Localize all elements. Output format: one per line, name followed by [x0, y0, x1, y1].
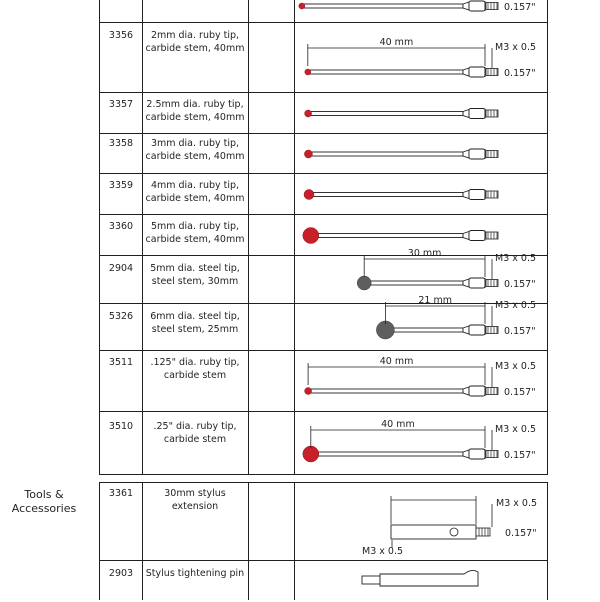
stylus-collar [469, 1, 485, 11]
shank-diameter-label: 0.157" [504, 68, 536, 79]
thread-label: M3 x 0.5 [495, 300, 537, 311]
internal-thread-label: M3 x 0.5 [362, 546, 404, 557]
stylus-taper [463, 232, 469, 240]
stylus-stem [385, 328, 463, 332]
stylus-drawing [296, 560, 546, 602]
part-description: 6mm dia. steel tip, steel stem, 25mm [150, 311, 240, 335]
part-description: 2mm dia. ruby tip, carbide stem, 40mm [145, 30, 245, 54]
ruby-ball-tip [304, 150, 312, 158]
length-label: 40 mm [381, 419, 415, 430]
part-description: 4mm dia. ruby tip, carbide stem, 40mm [145, 180, 245, 204]
stylus-drawing [296, 295, 546, 350]
stylus-drawing [296, 22, 546, 92]
ruby-ball-tip [305, 388, 312, 395]
column-divider [248, 482, 249, 600]
stylus-taper [463, 2, 469, 10]
part-description: 5mm dia. steel tip, steel stem, 30mm [150, 263, 240, 287]
category-tools-accessories: Tools & Accessories [11, 488, 77, 515]
ruby-ball-tip [304, 190, 314, 200]
stylus-collar [469, 278, 485, 288]
ruby-ball-tip [303, 446, 319, 462]
stylus-stem [308, 70, 463, 74]
stylus-taper [463, 150, 469, 158]
shank-diameter-label: 0.157" [504, 2, 536, 13]
part-number: 3356 [108, 30, 134, 41]
thread-section [486, 191, 498, 198]
stylus-collar [469, 190, 485, 200]
extension-drawing [391, 496, 492, 548]
shank-diameter-label: 0.157" [504, 326, 536, 337]
column-divider [294, 482, 295, 600]
length-label: 30 mm [407, 248, 442, 259]
ruby-ball-tip [299, 3, 305, 9]
part-description: 2.5mm dia. ruby tip, carbide stem, 40mm [145, 99, 245, 123]
shank-diameter-label: 0.157" [504, 450, 536, 461]
stylus-stem [302, 4, 463, 8]
shank-diameter-label: 0.157" [505, 528, 537, 539]
part-number: 2903 [108, 568, 134, 579]
part-number: 3510 [108, 421, 134, 432]
thread-section [486, 327, 498, 334]
stylus-stem [309, 193, 463, 197]
thread-section [486, 110, 498, 117]
length-label: 40 mm [379, 356, 414, 367]
stylus-collar [469, 325, 485, 335]
part-number: 3360 [108, 221, 134, 232]
stylus-taper [463, 68, 469, 76]
thread-section [486, 232, 498, 239]
stylus-drawing [296, 482, 546, 560]
thread-section [486, 3, 498, 10]
part-number: 2904 [108, 263, 134, 274]
stylus-taper [463, 387, 469, 395]
stylus-stem [308, 112, 463, 116]
thread-section [486, 151, 498, 158]
thread-label: M3 x 0.5 [495, 424, 537, 435]
column-divider [248, 0, 249, 474]
thread-section [486, 388, 498, 395]
stylus-drawing [296, 173, 546, 214]
part-number: 3511 [108, 357, 134, 368]
thread-label: M3 x 0.5 [495, 42, 537, 53]
stylus-drawing [296, 0, 546, 22]
shank-diameter-label: 0.157" [504, 387, 536, 398]
stylus-taper [463, 450, 469, 458]
part-description: 5mm dia. ruby tip, carbide stem, 40mm [145, 221, 245, 245]
stylus-stem [308, 152, 463, 156]
stylus-collar [469, 67, 485, 77]
steel-ball-tip [357, 276, 371, 290]
stylus-stem [311, 452, 463, 456]
stylus-taper [463, 191, 469, 199]
shank-diameter-label: 0.157" [504, 279, 536, 290]
ruby-ball-tip [305, 110, 312, 117]
part-description: 3mm dia. ruby tip, carbide stem, 40mm [145, 138, 245, 162]
stylus-drawing [296, 411, 546, 474]
thread-section [486, 69, 498, 76]
column-divider [294, 0, 295, 474]
part-description: 30mm stylus extension [164, 488, 226, 512]
stylus-drawing [296, 350, 546, 411]
part-number: 3357 [108, 99, 134, 110]
stylus-collar [469, 449, 485, 459]
thread-label: M3 x 0.5 [495, 361, 537, 372]
stylus-taper [463, 326, 469, 334]
part-number: 3358 [108, 138, 134, 149]
tightening-pin-drawing [362, 570, 478, 586]
part-number: 5326 [108, 311, 134, 322]
thread-section [486, 280, 498, 287]
column-divider [547, 482, 548, 600]
stylus-taper [463, 110, 469, 118]
thread-section [486, 451, 498, 458]
part-number: 3361 [108, 488, 134, 499]
part-number: 3359 [108, 180, 134, 191]
stylus-stem [311, 234, 463, 238]
length-label: 21 mm [418, 295, 453, 306]
part-description: .25" dia. ruby tip, carbide stem [153, 421, 237, 445]
stylus-drawing [296, 92, 546, 133]
stylus-stem [308, 389, 463, 393]
stylus-collar [469, 109, 485, 119]
part-description: .125" dia. ruby tip, carbide stem [150, 357, 240, 381]
column-divider [99, 0, 100, 474]
ruby-ball-tip [303, 228, 319, 244]
stylus-taper [463, 279, 469, 287]
stylus-collar [469, 386, 485, 396]
part-description: Stylus tightening pin [145, 568, 245, 579]
length-label: 40 mm [379, 37, 414, 48]
ruby-ball-tip [305, 69, 311, 75]
thread-label: M3 x 0.5 [496, 498, 538, 509]
stylus-drawing [296, 133, 546, 173]
stylus-collar [469, 231, 485, 241]
row-divider [99, 474, 548, 475]
column-divider [547, 0, 548, 474]
stylus-stem [364, 281, 463, 285]
thread-label: M3 x 0.5 [495, 253, 537, 264]
stylus-collar [469, 149, 485, 159]
